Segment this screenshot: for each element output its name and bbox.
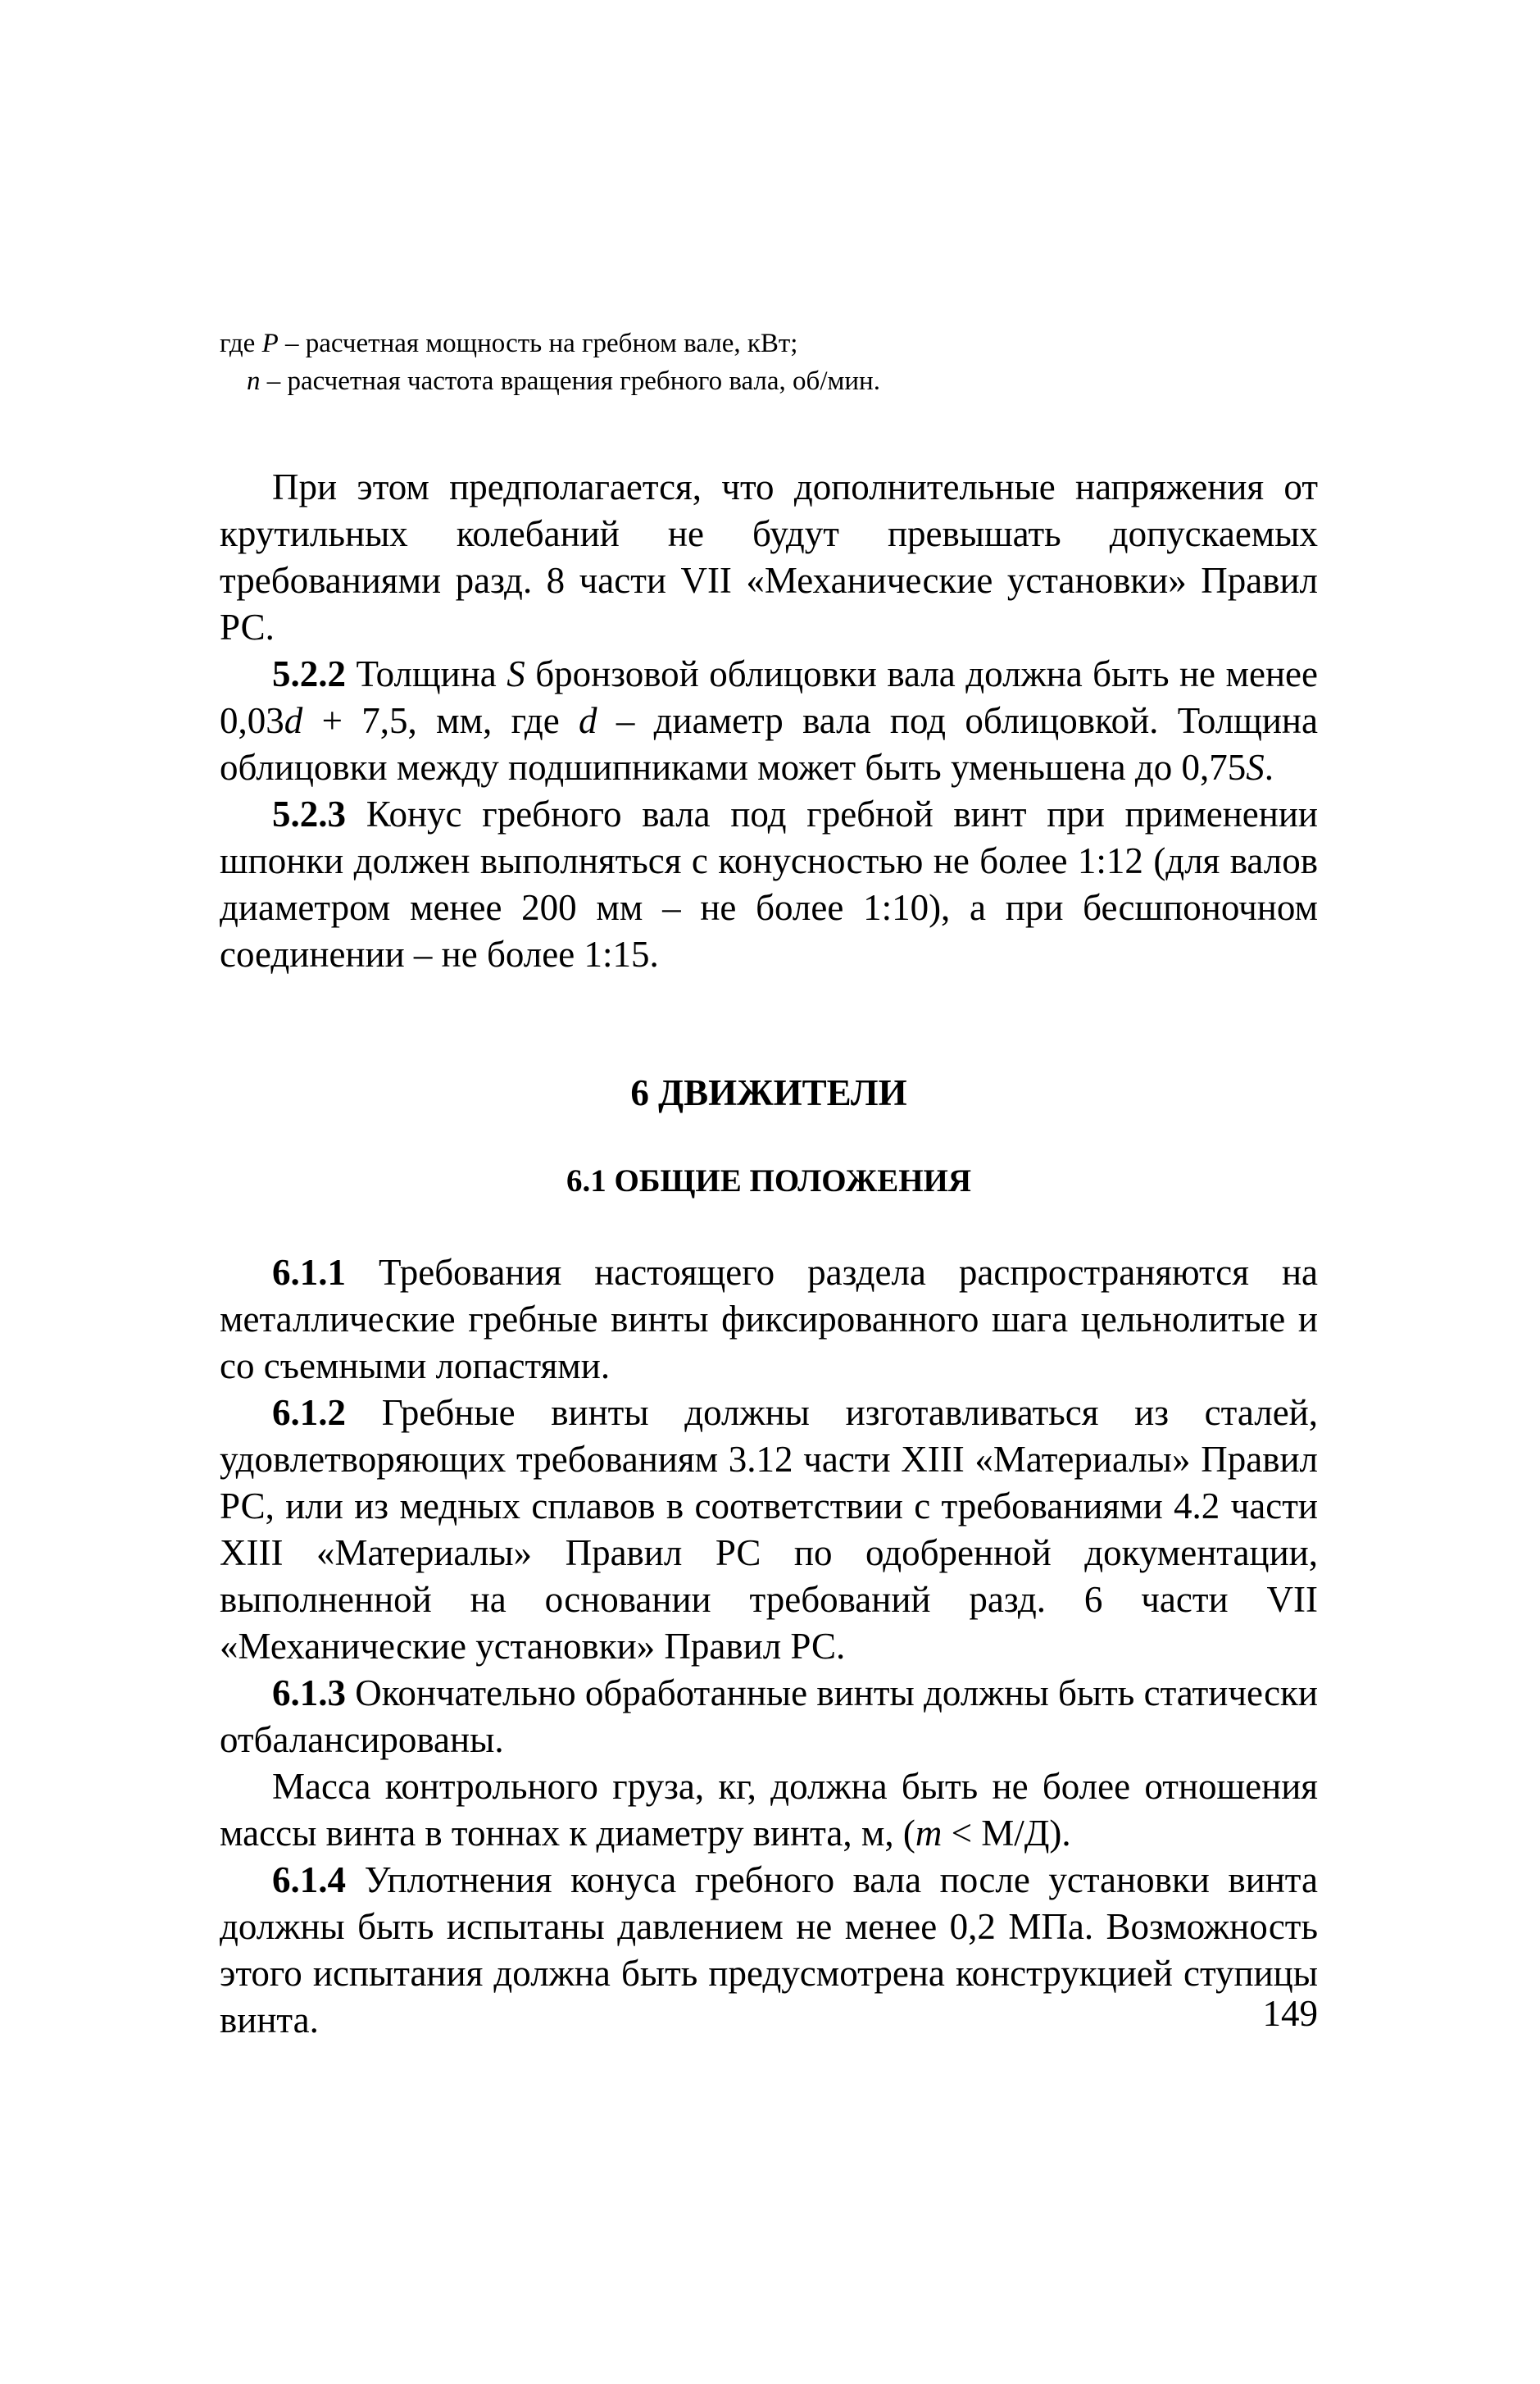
clause-number: 5.2.3 [272, 794, 346, 835]
subsection-title: 6.1 ОБЩИЕ ПОЛОЖЕНИЯ [566, 1163, 972, 1199]
paragraph-6-1-3-mass: Масса контрольного груза, кг, должна быть не более отношения массы винта в тоннах к диаметру винта, м, (m < М/Д). [220, 1766, 1318, 1854]
section-title: 6 ДВИЖИТЕЛИ [630, 1072, 907, 1113]
definition-n: n – расчетная частота вращения гребного вала, об/мин. [247, 366, 880, 396]
paragraph-6-1-3: 6.1.3 Окончательно обработанные винты должны быть статически отбалансированы. [220, 1672, 1318, 1760]
page-number: 149 [1262, 1993, 1318, 2034]
clause-number: 6.1.3 [272, 1672, 346, 1713]
section-6-1-text [220, 1249, 1318, 2044]
paragraph-5-2-2: 5.2.2 Толщина S бронзовой облицовки вала должна быть не менее 0,03d + 7,5, мм, где d – диаметр вала под облицовкой. Толщина облицовки между подшипниками может быть уменьшена до 0,75S. [220, 653, 1318, 788]
section-5-2-text [220, 464, 1318, 978]
clause-number: 5.2.2 [272, 653, 346, 694]
variable-p: P [261, 329, 279, 358]
paragraph-intro: При этом предполагается, что дополнительные напряжения от крутильных колебаний не будут превышать допускаемых требованиями разд. 8 части VII «Механические установки» Правил РС. [220, 466, 1318, 648]
page-content [220, 325, 1318, 2044]
clause-number: 6.1.4 [272, 1859, 346, 1900]
paragraph-6-1-2: 6.1.2 Гребные винты должны изготавливаться из сталей, удовлетворяющих требованиям 3.12 части XIII «Материалы» Правил РС, или из медных сплавов в соответствии с требованиями 4.2 части XIII «Материалы» Правил РС по одобренной документации, выполненной на основании требований разд. 6 части VII «Механические установки» Правил РС. [220, 1392, 1318, 1667]
paragraph-6-1-4: 6.1.4 Уплотнения конуса гребного вала после установки винта должны быть испытаны давлением не менее 0,2 МПа. Возможность этого испытания должна быть предусмотрена конструкцией ступицы винта. [220, 1859, 1318, 2041]
definition-p: где P – расчетная мощность на гребном вале, кВт; [220, 329, 798, 358]
variable-n: n [247, 366, 261, 396]
clause-number: 6.1.1 [272, 1252, 346, 1293]
paragraph-5-2-3: 5.2.3 Конус гребного вала под гребной винт при применении шпонки должен выполняться с конусностью не более 1:12 (для валов диаметром менее 200 мм – не более 1:10), а при бесшпоночном соединении – не более 1:15. [220, 794, 1318, 975]
formula-definitions [220, 325, 1318, 400]
paragraph-6-1-1: 6.1.1 Требования настоящего раздела распространяются на металлические гребные винты фиксированного шага цельнолитые и со съемными лопастями. [220, 1252, 1318, 1386]
clause-number: 6.1.2 [272, 1392, 346, 1433]
